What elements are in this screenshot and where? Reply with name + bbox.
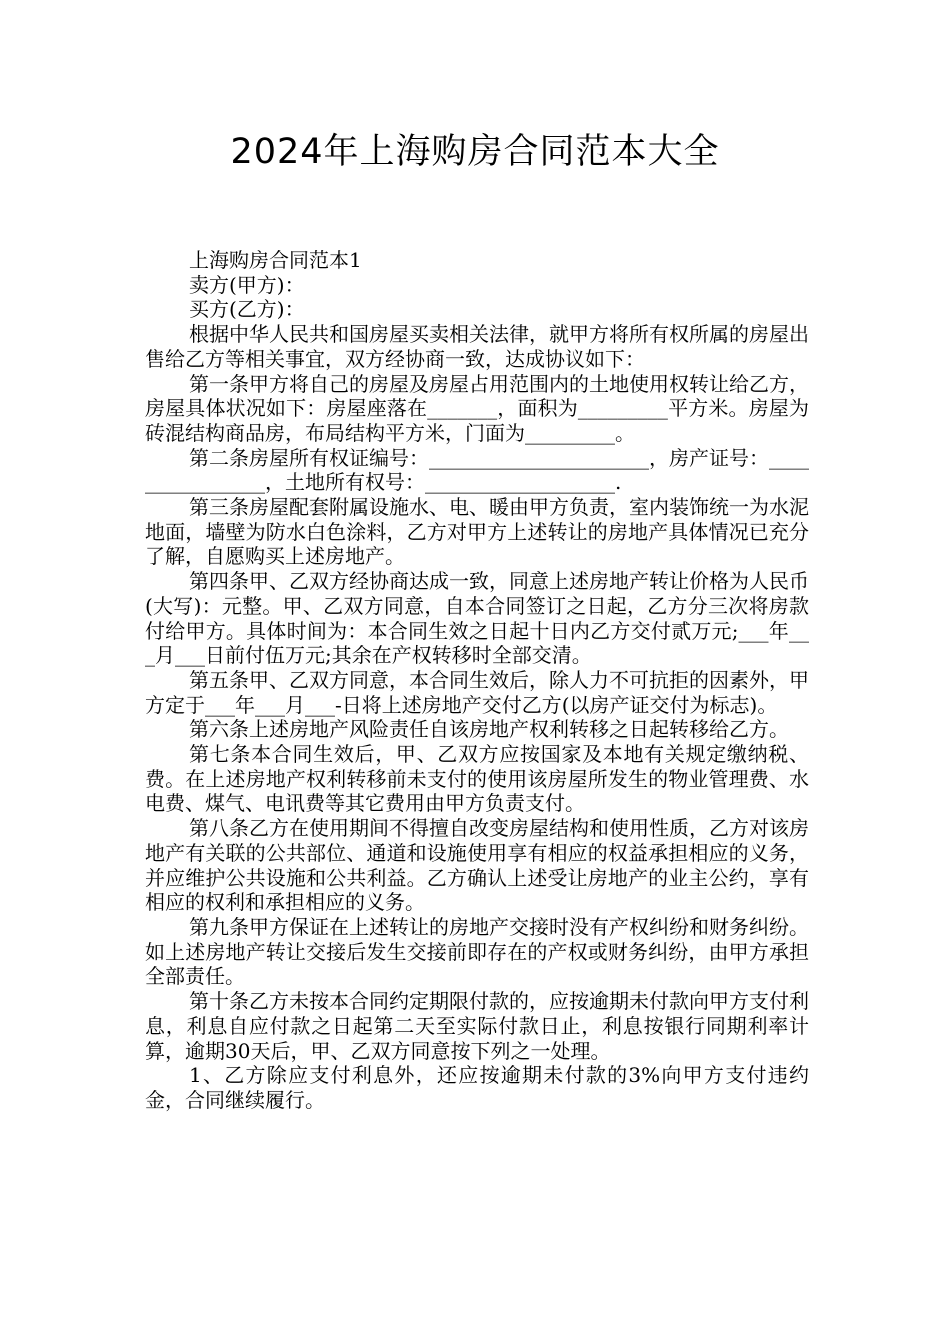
article-9-paragraph: 第九条甲方保证在上述转让的房地产交接时没有产权纠纷和财务纠纷。如上述房地产转让交接后发生交接前即存在的产权或财务纠纷，由甲方承担全部责任。 [145,914,809,989]
article-10-paragraph: 第十条乙方未按本合同约定期限付款的，应按逾期未付款向甲方支付利息，利息自应付款之日起第二天至实际付款日止，利息按银行同期利率计算，逾期30天后，甲、乙双方同意按下列之一处理。 [145,989,809,1063]
article-2-paragraph: 第二条房屋所有权证编号：______________________，房产证号：________________，土地所有权号：___________________. [145,445,809,495]
preamble-paragraph: 根据中华人民共和国房屋买卖相关法律，就甲方将所有权所属的房屋出售给乙方等相关事宜，双方经协商一致，达成协议如下： [145,322,809,371]
article-3-paragraph: 第三条房屋配套附属设施水、电、暖由甲方负责，室内装饰统一为水泥地面，墙壁为防水白色涂料，乙方对甲方上述转让的房地产具体情况已充分了解，自愿购买上述房地产。 [145,495,809,569]
article-8-paragraph: 第八条乙方在使用期间不得擅自改变房屋结构和使用性质，乙方对该房地产有关联的公共部位、通道和设施使用享有相应的权益承担相应的义务，并应维护公共设施和公共利益。乙方确认上述受让房地产的业主公约，享有相应的权利和承担相应的义务。 [145,816,809,915]
article-5-paragraph: 第五条甲、乙双方同意，本合同生效后，除人力不可抗拒的因素外，甲方定于___年___月___-日将上述房地产交付乙方(以房产证交付为标志)。 [145,667,809,717]
article-6-paragraph: 第六条上述房地产风险责任自该房地产权利转移之日起转移给乙方。 [189,717,789,742]
buyer-line: 买方(乙方)： [189,297,305,322]
section-heading: 上海购房合同范本1 [189,248,362,272]
article-4-paragraph: 第四条甲、乙双方经协商达成一致，同意上述房地产转让价格为人民币(大写)：元整。甲、乙双方同意，自本合同签订之日起，乙方分三次将房款付给甲方。具体时间为：本合同生效之日起十日内乙方交付贰万元;___年___月___日前付伍万元;其余在产权转移时全部交清。 [145,569,809,668]
document-title: 2024年上海购房合同范本大全 [230,132,720,172]
document-body [145,248,809,1113]
article-1-paragraph: 第一条甲方将自己的房屋及房屋占用范围内的土地使用权转让给乙方，房屋具体状况如下：房屋座落在_______，面积为_________平方米。房屋为砖混结构商品房，布局结构平方米，门面为_________。 [145,371,809,445]
article-7-paragraph: 第七条本合同生效后，甲、乙双方应按国家及本地有关规定缴纳税、费。在上述房地产权利转移前未支付的使用该房屋所发生的物业管理费、水电费、煤气、电讯费等其它费用由甲方负责支付。 [145,742,809,816]
seller-line: 卖方(甲方)： [189,272,305,297]
clause-1-paragraph: 1、乙方除应支付利息外，还应按逾期未付款的3%向甲方支付违约金，合同继续履行。 [145,1063,809,1112]
